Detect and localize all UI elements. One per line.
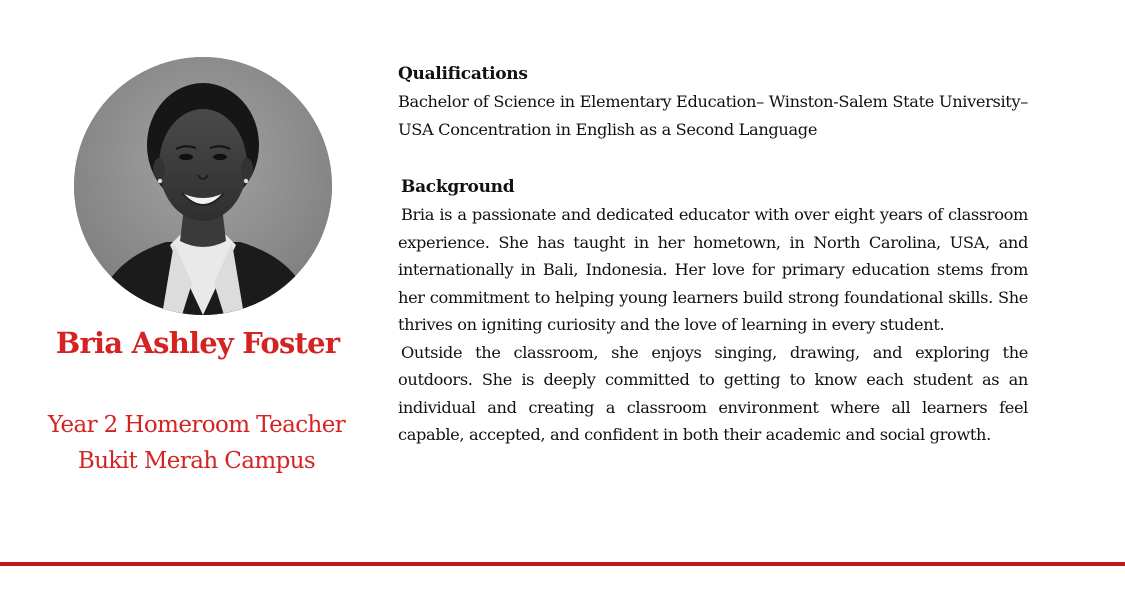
profile-photo	[74, 57, 332, 315]
qualifications-heading: Qualifications	[398, 64, 528, 84]
footer-divider	[0, 562, 1125, 566]
campus-name: Bukit Merah Campus	[77, 448, 316, 474]
qualifications-text: Bachelor of Science in Elementary Education– Winston-Salem State University– USA Concentration in English as a Second Language	[398, 92, 1028, 139]
teacher-role	[0, 407, 393, 479]
bio-content	[398, 60, 1028, 449]
teacher-name: Bria Ashley Foster	[55, 326, 340, 360]
background-paragraph-1: Bria is a passionate and dedicated educator with over eight years of classroom experience. She has taught in her hometown, in North Carolina, USA, and internationally in Bali, Indonesia. Her love for primary education stems from her commitment to helping young learners build strong foundational skills. She thrives on igniting curiosity and the love of learning in every student.	[398, 205, 1028, 334]
role-title: Year 2 Homeroom Teacher	[47, 412, 346, 438]
background-heading: Background	[401, 177, 515, 197]
background-paragraph-2: Outside the classroom, she enjoys singing, drawing, and exploring the outdoors. She is deeply committed to getting to know each student as an individual and creating a classroom environment where all learners feel capable, accepted, and confident in both their academic and social growth.	[398, 342, 1028, 444]
portrait-image	[74, 57, 332, 315]
